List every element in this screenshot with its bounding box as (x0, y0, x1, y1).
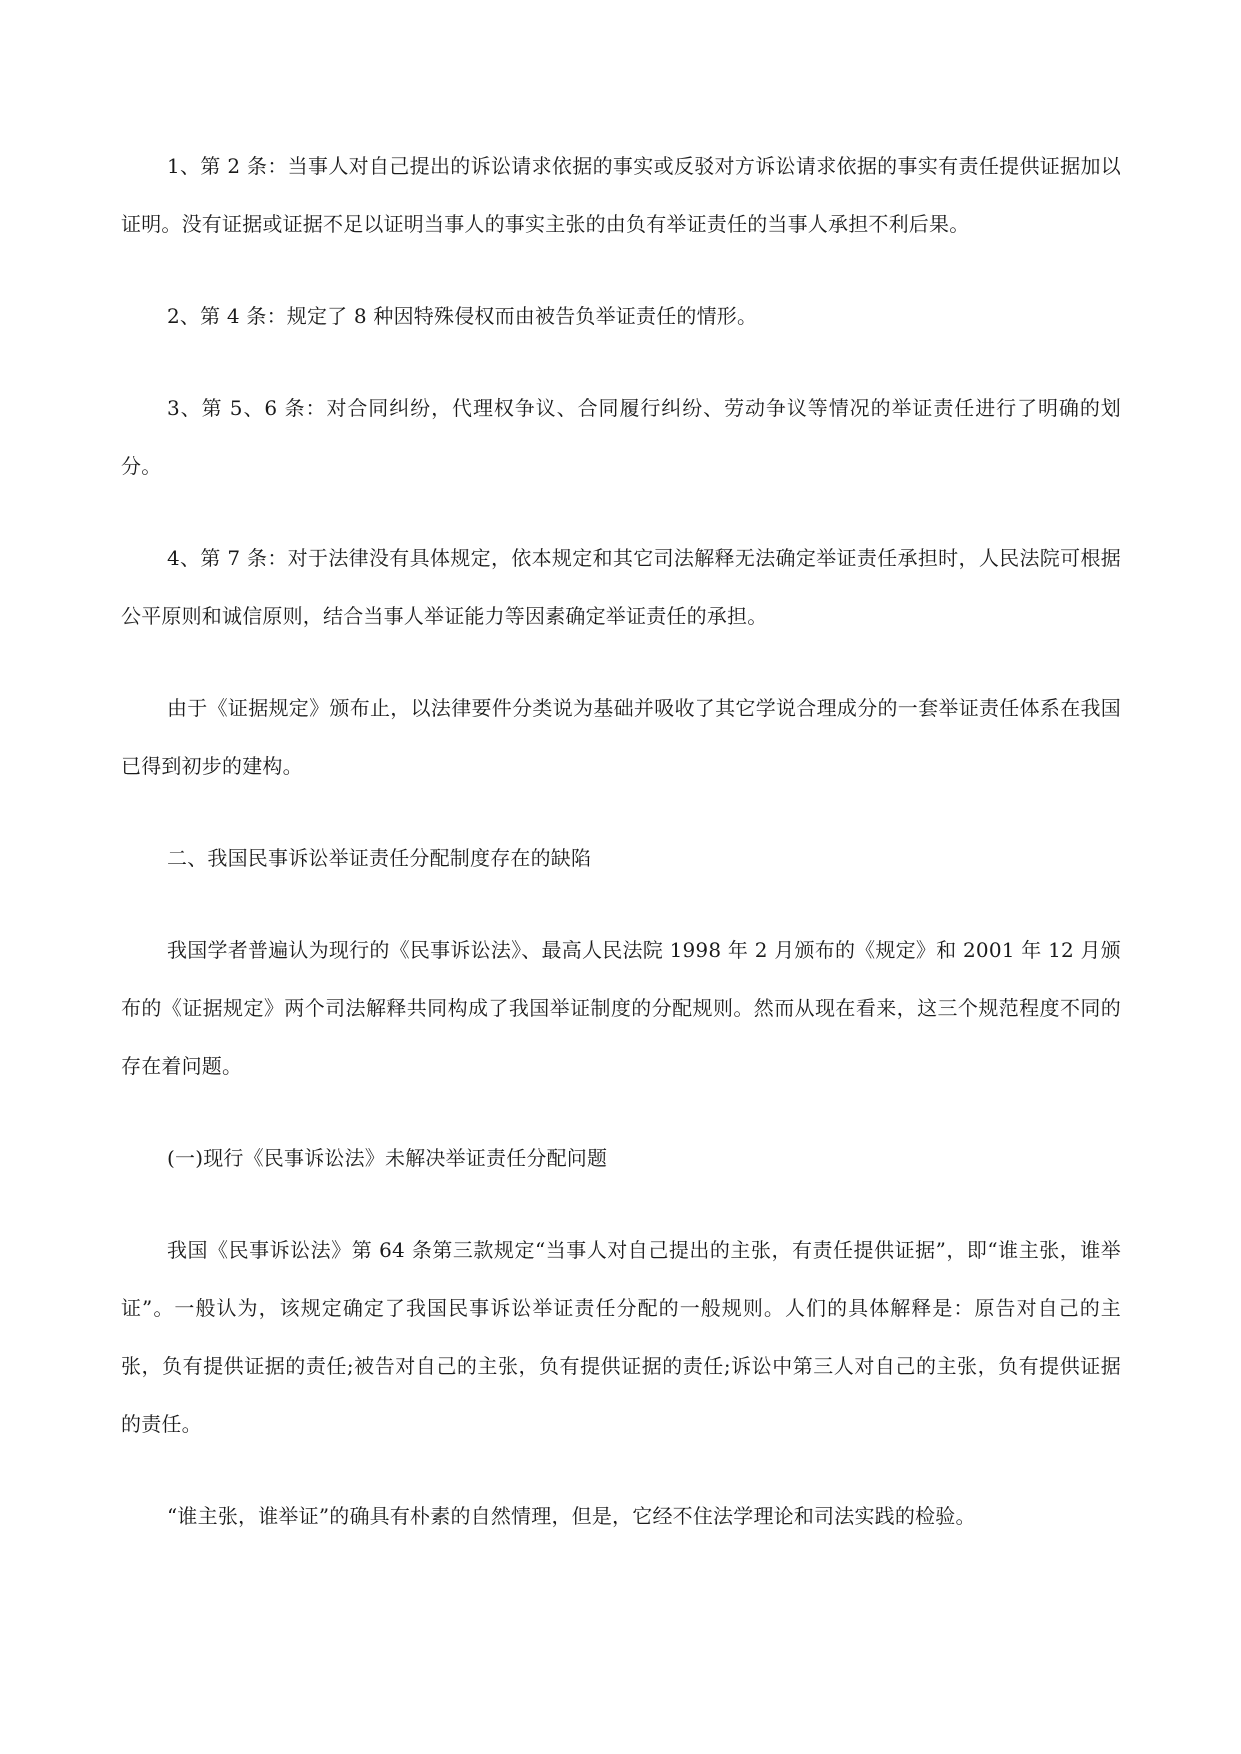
paragraph-conclusion: “谁主张，谁举证”的确具有朴素的自然情理，但是，它经不住法学理论和司法实践的检验。 (167, 1504, 976, 1528)
paragraph-article-64: 我国《民事诉讼法》第 64 条第三款规定“当事人对自己提出的主张，有责任提供证据”，即“谁主张，谁举证”。一般认为，该规定确定了我国民事诉讼举证责任分配的一般规则。人们的具体解释是：原告对自己的主张，负有提供证据的责任;被告对自己的主张，负有提供证据的责任;诉讼中第三人对自己的主张，负有提供证据的责任。 (121, 1238, 1121, 1436)
section-heading-defects: 二、我国民事诉讼举证责任分配制度存在的缺陷 (167, 846, 592, 870)
paragraph-scholars-view: 我国学者普遍认为现行的《民事诉讼法》、最高人民法院 1998 年 2 月颁布的《规定》和 2001 年 12 月颁布的《证据规定》两个司法解释共同构成了我国举证制度的分配规则。然而从现在看来，这三个规范程度不同的存在着问题。 (121, 938, 1121, 1078)
paragraph-article-5-6: 3、第 5、6 条：对合同纠纷，代理权争议、合同履行纠纷、劳动争议等情况的举证责任进行了明确的划分。 (121, 396, 1121, 478)
subsection-heading-civil-procedure-law: (一)现行《民事诉讼法》未解决举证责任分配问题 (167, 1146, 608, 1170)
paragraph-summary: 由于《证据规定》颁布止，以法律要件分类说为基础并吸收了其它学说合理成分的一套举证责任体系在我国已得到初步的建构。 (121, 696, 1121, 778)
document-body (121, 137, 1121, 1545)
paragraph-article-4: 2、第 4 条：规定了 8 种因特殊侵权而由被告负举证责任的情形。 (167, 304, 758, 328)
paragraph-article-7: 4、第 7 条：对于法律没有具体规定，依本规定和其它司法解释无法确定举证责任承担时，人民法院可根据公平原则和诚信原则，结合当事人举证能力等因素确定举证责任的承担。 (121, 546, 1121, 628)
paragraph-article-2: 1、第 2 条：当事人对自己提出的诉讼请求依据的事实或反驳对方诉讼请求依据的事实有责任提供证据加以证明。没有证据或证据不足以证明当事人的事实主张的由负有举证责任的当事人承担不利后果。 (121, 154, 1121, 236)
